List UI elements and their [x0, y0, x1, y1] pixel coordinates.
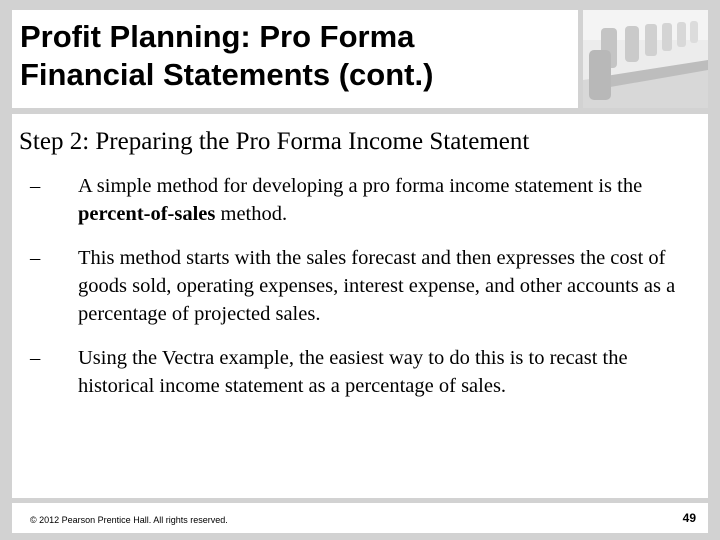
dash-marker: – — [30, 175, 41, 197]
dash-marker: – — [30, 347, 41, 369]
conference-chairs-illustration — [583, 10, 708, 108]
copyright-notice: © 2012 Pearson Prentice Hall. All rights reserved. — [30, 515, 228, 525]
content-panel — [12, 114, 708, 498]
section-heading: Step 2: Preparing the Pro Forma Income Statement — [19, 128, 530, 155]
bullet-item — [30, 172, 700, 228]
bullet-text: This method starts with the sales forecast and then expresses the cost of goods sold, operating expenses, interest expense, and other accounts as a percentage of projected sales. — [78, 247, 676, 325]
footer-panel — [12, 503, 708, 533]
bullet-text: Using the Vectra example, the easiest way to do this is to recast the historical income statement as a percentage of sales. — [78, 347, 628, 397]
page-number: 49 — [682, 511, 696, 525]
title-panel — [12, 10, 578, 108]
bullet-text-end: method. — [215, 203, 288, 225]
bullet-bold-term: percent-of-sales — [78, 203, 216, 225]
bullet-list — [30, 172, 700, 416]
bullet-item — [30, 344, 700, 400]
dash-marker: – — [30, 247, 41, 269]
bullet-text: A simple method for developing a pro forma income statement is the — [78, 175, 643, 197]
bullet-item — [30, 244, 700, 328]
slide-title: Profit Planning: Pro Forma Financial Statements (cont.) — [20, 19, 434, 92]
conference-room-image — [583, 10, 708, 108]
